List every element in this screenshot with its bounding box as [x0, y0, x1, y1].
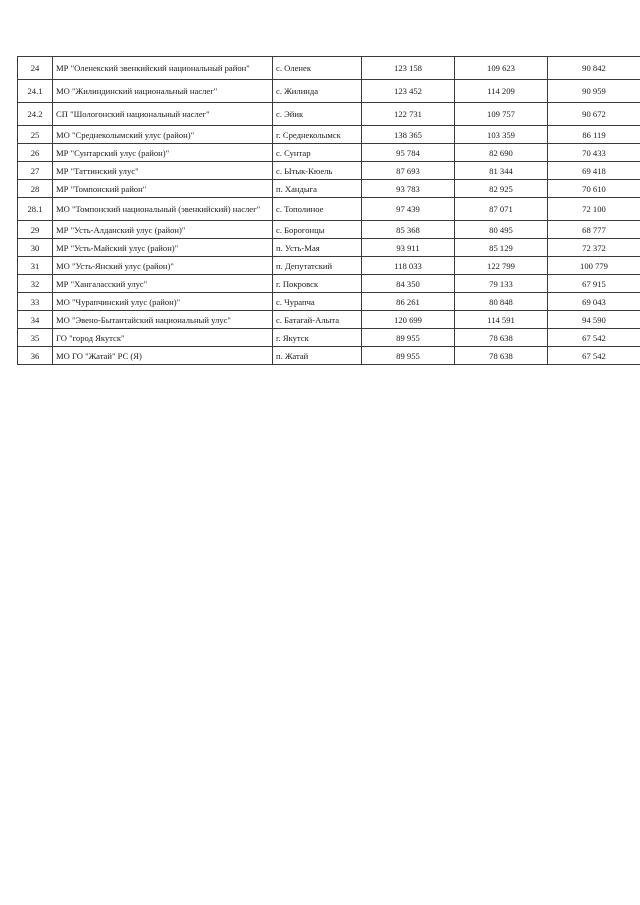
row-number-cell: 25 [18, 126, 53, 144]
value-2-cell: 109 757 [455, 103, 548, 126]
administrative-center-cell: п. Усть-Мая [273, 239, 362, 257]
value-3-cell: 67 542 [548, 329, 640, 347]
value-2-cell: 80 848 [455, 293, 548, 311]
value-2-cell: 78 638 [455, 329, 548, 347]
municipality-name-cell: МР "Таттинский улус" [53, 162, 273, 180]
table-row [18, 257, 640, 275]
municipality-name-cell: СП "Шологонский национальный наслег" [53, 103, 273, 126]
administrative-center-cell: с. Эйик [273, 103, 362, 126]
value-2-cell: 82 925 [455, 180, 548, 198]
administrative-center-cell: с. Борогонцы [273, 221, 362, 239]
municipality-name-cell: МР "Томпонский район" [53, 180, 273, 198]
administrative-center-cell: с. Жилинда [273, 80, 362, 103]
administrative-center-cell: г. Среднеколымск [273, 126, 362, 144]
table-row [18, 162, 640, 180]
row-number-cell: 35 [18, 329, 53, 347]
row-number-cell: 29 [18, 221, 53, 239]
value-3-cell: 72 372 [548, 239, 640, 257]
value-3-cell: 90 959 [548, 80, 640, 103]
value-1-cell: 93 911 [362, 239, 455, 257]
municipality-name-cell: МО "Жилиндинский национальный наслег" [53, 80, 273, 103]
table-row [18, 221, 640, 239]
value-1-cell: 86 261 [362, 293, 455, 311]
value-2-cell: 78 638 [455, 347, 548, 365]
table-row [18, 329, 640, 347]
value-3-cell: 94 590 [548, 311, 640, 329]
municipality-name-cell: МР "Усть-Алданский улус (район)" [53, 221, 273, 239]
value-1-cell: 138 365 [362, 126, 455, 144]
value-2-cell: 122 799 [455, 257, 548, 275]
value-2-cell: 85 129 [455, 239, 548, 257]
value-1-cell: 118 033 [362, 257, 455, 275]
municipality-name-cell: МР "Сунтарский улус (район)" [53, 144, 273, 162]
municipality-name-cell: МР "Усть-Майский улус (район)" [53, 239, 273, 257]
administrative-center-cell: г. Покровск [273, 275, 362, 293]
value-2-cell: 82 690 [455, 144, 548, 162]
table-row [18, 239, 640, 257]
value-3-cell: 72 100 [548, 198, 640, 221]
administrative-center-cell: с. Оленек [273, 57, 362, 80]
value-2-cell: 81 344 [455, 162, 548, 180]
value-3-cell: 68 777 [548, 221, 640, 239]
municipality-name-cell: МО "Усть-Янский улус (район)" [53, 257, 273, 275]
value-1-cell: 123 452 [362, 80, 455, 103]
municipality-name-cell: МР "Хангаласский улус" [53, 275, 273, 293]
table-row [18, 180, 640, 198]
value-3-cell: 67 915 [548, 275, 640, 293]
row-number-cell: 24 [18, 57, 53, 80]
value-1-cell: 84 350 [362, 275, 455, 293]
value-2-cell: 79 133 [455, 275, 548, 293]
value-3-cell: 100 779 [548, 257, 640, 275]
municipality-name-cell: МО "Чурапчинский улус (район)" [53, 293, 273, 311]
value-1-cell: 123 158 [362, 57, 455, 80]
municipality-name-cell: ГО "город Якутск" [53, 329, 273, 347]
value-2-cell: 103 359 [455, 126, 548, 144]
administrative-center-cell: п. Жатай [273, 347, 362, 365]
municipality-name-cell: МО "Томпонский национальный (эвенкийский) наслег" [53, 198, 273, 221]
row-number-cell: 24.1 [18, 80, 53, 103]
value-2-cell: 114 591 [455, 311, 548, 329]
table-row [18, 311, 640, 329]
row-number-cell: 24.2 [18, 103, 53, 126]
row-number-cell: 32 [18, 275, 53, 293]
administrative-center-cell: с. Тополиное [273, 198, 362, 221]
table-row [18, 198, 640, 221]
municipality-name-cell: МО "Среднеколымский улус (район)" [53, 126, 273, 144]
value-3-cell: 90 842 [548, 57, 640, 80]
value-3-cell: 70 610 [548, 180, 640, 198]
table-row [18, 144, 640, 162]
value-3-cell: 90 672 [548, 103, 640, 126]
administrative-center-cell: п. Депутатский [273, 257, 362, 275]
value-1-cell: 89 955 [362, 329, 455, 347]
row-number-cell: 26 [18, 144, 53, 162]
value-3-cell: 69 043 [548, 293, 640, 311]
value-2-cell: 87 071 [455, 198, 548, 221]
row-number-cell: 27 [18, 162, 53, 180]
table-row [18, 293, 640, 311]
administrative-center-cell: п. Хандыга [273, 180, 362, 198]
value-3-cell: 67 542 [548, 347, 640, 365]
administrative-center-cell: г. Якутск [273, 329, 362, 347]
value-3-cell: 70 433 [548, 144, 640, 162]
row-number-cell: 34 [18, 311, 53, 329]
row-number-cell: 31 [18, 257, 53, 275]
administrative-center-cell: с. Ытык-Кюель [273, 162, 362, 180]
administrative-center-cell: с. Сунтар [273, 144, 362, 162]
value-2-cell: 114 209 [455, 80, 548, 103]
municipality-name-cell: МР "Оленекский эвенкийский национальный район" [53, 57, 273, 80]
value-2-cell: 80 495 [455, 221, 548, 239]
value-1-cell: 122 731 [362, 103, 455, 126]
row-number-cell: 30 [18, 239, 53, 257]
table-row [18, 103, 640, 126]
value-1-cell: 97 439 [362, 198, 455, 221]
value-1-cell: 89 955 [362, 347, 455, 365]
value-1-cell: 120 699 [362, 311, 455, 329]
administrative-center-cell: с. Батагай-Алыта [273, 311, 362, 329]
municipality-name-cell: МО "Эвено-Бытантайский национальный улус" [53, 311, 273, 329]
value-3-cell: 86 119 [548, 126, 640, 144]
subsistence-minimum-table [17, 56, 640, 365]
row-number-cell: 33 [18, 293, 53, 311]
table-row [18, 275, 640, 293]
table-body [18, 57, 640, 365]
table-row [18, 80, 640, 103]
value-1-cell: 87 693 [362, 162, 455, 180]
value-1-cell: 85 368 [362, 221, 455, 239]
table-row [18, 57, 640, 80]
table-row [18, 126, 640, 144]
administrative-center-cell: с. Чурапча [273, 293, 362, 311]
row-number-cell: 36 [18, 347, 53, 365]
value-1-cell: 95 784 [362, 144, 455, 162]
row-number-cell: 28 [18, 180, 53, 198]
municipality-name-cell: МО ГО "Жатай" РС (Я) [53, 347, 273, 365]
value-1-cell: 93 783 [362, 180, 455, 198]
value-2-cell: 109 623 [455, 57, 548, 80]
value-3-cell: 69 418 [548, 162, 640, 180]
table-row [18, 347, 640, 365]
row-number-cell: 28.1 [18, 198, 53, 221]
